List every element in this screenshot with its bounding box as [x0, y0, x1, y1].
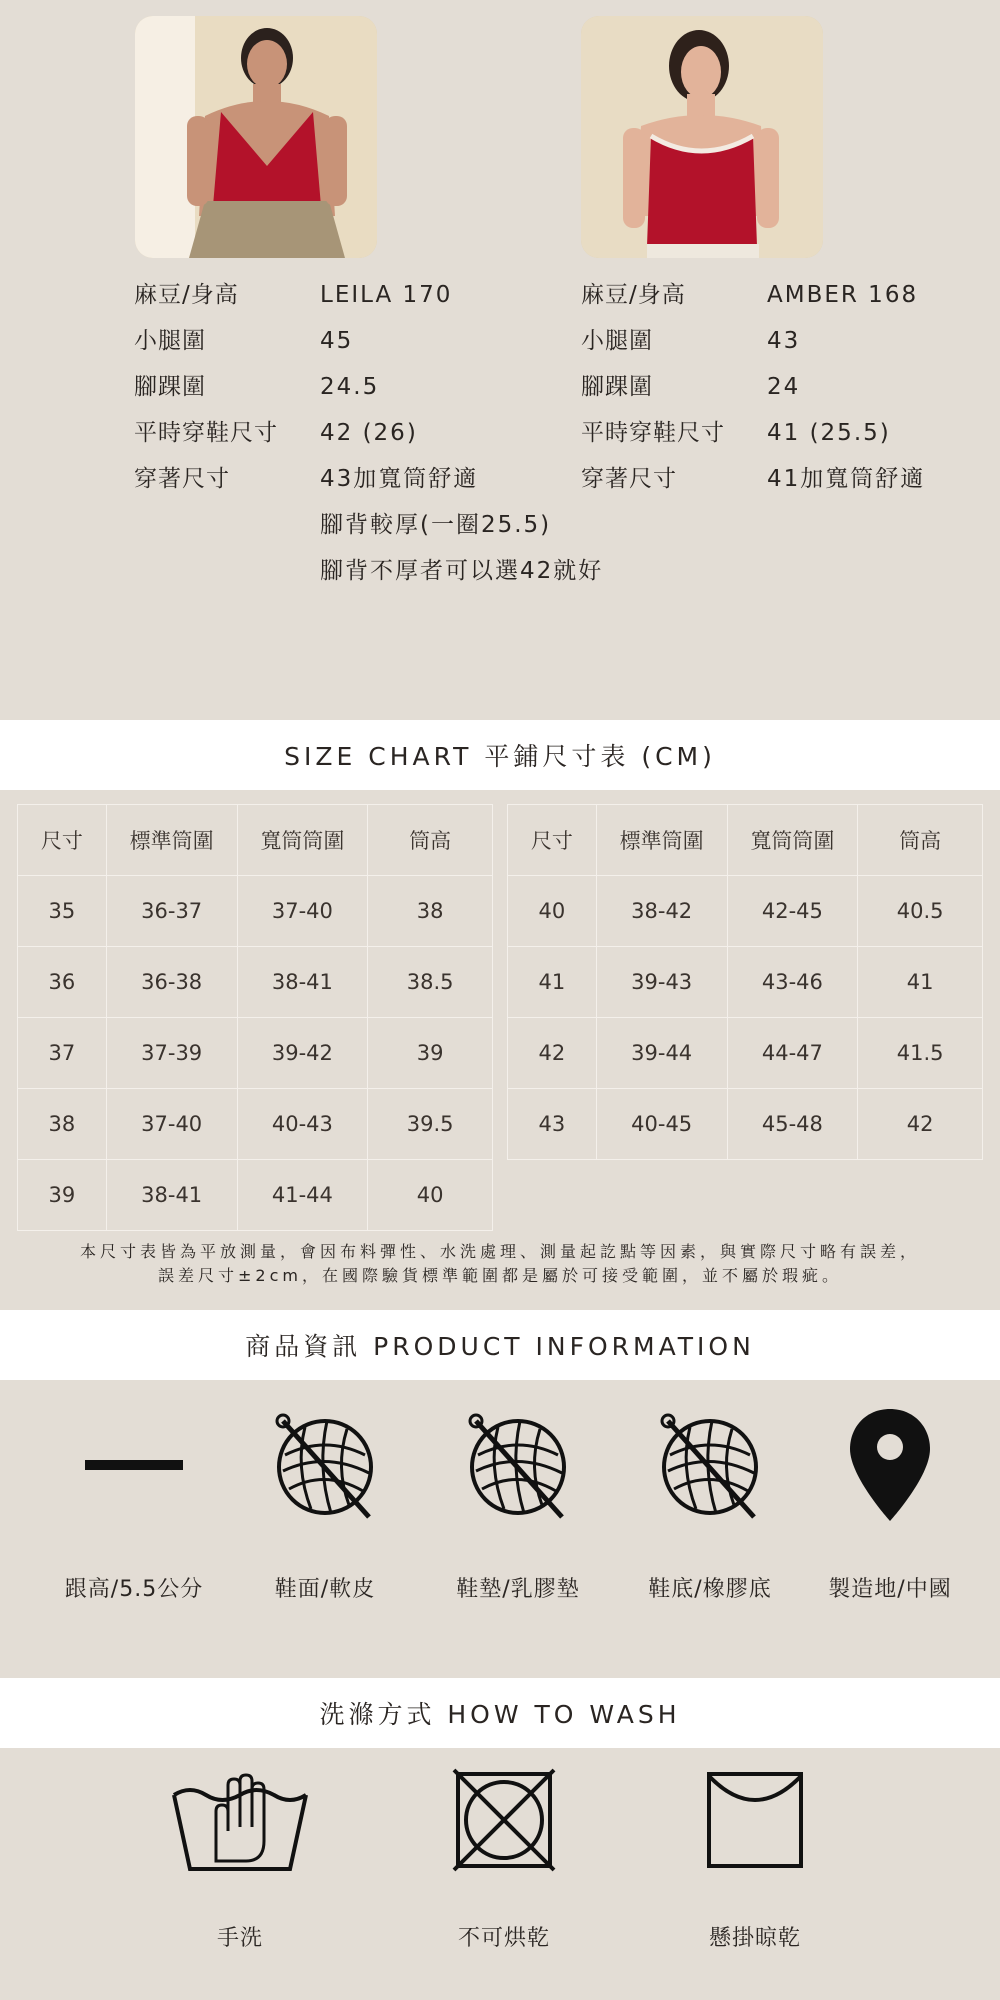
- size-note: [0, 1240, 1000, 1288]
- table-cell: 37: [18, 1018, 107, 1089]
- info-item-upper: [225, 1400, 425, 1603]
- spec-label: 腳踝圍: [134, 374, 206, 400]
- info-label: 鞋面/軟皮: [274, 1577, 376, 1602]
- spec-value: 24: [767, 374, 801, 400]
- table-cell: 39-44: [596, 1018, 727, 1089]
- table-cell: 39-43: [596, 947, 727, 1018]
- location-pin-icon: [848, 1405, 932, 1525]
- spec-value: 43加寬筒舒適: [320, 466, 479, 492]
- yarn-ball-icon: [458, 1405, 578, 1525]
- spec-label: 小腿圍: [581, 328, 653, 354]
- table-cell: 42: [508, 1018, 597, 1089]
- table-cell: 38.5: [368, 947, 493, 1018]
- table-cell: 39-42: [237, 1018, 368, 1089]
- spec-value: 腳背不厚者可以選42就好: [320, 558, 604, 584]
- column-header: 尺寸: [508, 805, 597, 876]
- info-item-sole: [610, 1400, 810, 1603]
- info-label: 鞋墊/乳膠墊: [456, 1577, 580, 1602]
- wash-title: 洗滌方式 HOW TO WASH: [0, 1678, 1000, 1748]
- spec-value: 45: [320, 328, 354, 354]
- table-row: [18, 1089, 493, 1160]
- table-header-row: [508, 805, 983, 876]
- table-cell: 38-41: [106, 1160, 237, 1231]
- table-cell: 41: [508, 947, 597, 1018]
- hand-wash-icon: [170, 1765, 310, 1875]
- yarn-ball-icon: [265, 1405, 385, 1525]
- model-photo-amber: [581, 16, 823, 258]
- table-row: [508, 876, 983, 947]
- table-row: [508, 947, 983, 1018]
- spec-label: 平時穿鞋尺寸: [581, 420, 725, 446]
- model-photo-amber-image: [581, 16, 823, 258]
- table-cell: 43-46: [727, 947, 858, 1018]
- table-cell: 44-47: [727, 1018, 858, 1089]
- info-item-origin: [790, 1400, 990, 1603]
- wash-label: 手洗: [216, 1926, 263, 1951]
- table-cell: 43: [508, 1089, 597, 1160]
- spec-value: LEILA 170: [320, 282, 453, 308]
- table-cell: 36: [18, 947, 107, 1018]
- column-header: 筒高: [368, 805, 493, 876]
- spec-label: 麻豆/身高: [581, 282, 686, 308]
- column-header: 寬筒筒圍: [727, 805, 858, 876]
- wash-item-line-dry: [645, 1765, 865, 1952]
- spec-label: 小腿圍: [134, 328, 206, 354]
- line-dry-icon: [703, 1768, 807, 1872]
- table-cell: 41-44: [237, 1160, 368, 1231]
- table-cell: 42-45: [727, 876, 858, 947]
- table-cell: 35: [18, 876, 107, 947]
- size-chart-title: SIZE CHART 平鋪尺寸表 (CM): [0, 720, 1000, 790]
- product-info-title: 商品資訊 PRODUCT INFORMATION: [0, 1310, 1000, 1380]
- table-cell: 40.5: [858, 876, 983, 947]
- table-row: [18, 1160, 493, 1231]
- spec-value: 42 (26): [320, 420, 418, 446]
- spec-label: 麻豆/身高: [134, 282, 239, 308]
- info-label: 製造地/中國: [828, 1577, 952, 1602]
- table-row: [508, 1018, 983, 1089]
- table-cell: 38: [18, 1089, 107, 1160]
- column-header: 標準筒圍: [596, 805, 727, 876]
- table-cell: 42: [858, 1089, 983, 1160]
- size-note-line: 誤差尺寸±2cm，在國際驗貨標準範圍都是屬於可接受範圍，並不屬於瑕疵。: [158, 1266, 842, 1285]
- column-header: 標準筒圍: [106, 805, 237, 876]
- table-cell: 41.5: [858, 1018, 983, 1089]
- table-cell: 38: [368, 876, 493, 947]
- spec-label: 腳踝圍: [581, 374, 653, 400]
- table-cell: 39.5: [368, 1089, 493, 1160]
- size-table-right: [507, 804, 983, 1160]
- column-header: 尺寸: [18, 805, 107, 876]
- spec-label: 穿著尺寸: [581, 466, 677, 492]
- info-label: 鞋底/橡膠底: [648, 1577, 772, 1602]
- table-cell: 41: [858, 947, 983, 1018]
- wash-item-no-tumble-dry: [394, 1765, 614, 1952]
- table-row: [18, 876, 493, 947]
- table-cell: 39: [368, 1018, 493, 1089]
- table-cell: 40: [508, 876, 597, 947]
- heel-line-icon: [79, 1455, 189, 1475]
- spec-value: AMBER 168: [767, 282, 919, 308]
- yarn-ball-icon: [650, 1405, 770, 1525]
- model-photo-leila-image: [135, 16, 377, 258]
- info-item-insole: [418, 1400, 618, 1603]
- table-cell: 40-45: [596, 1089, 727, 1160]
- model-photo-leila: [135, 16, 377, 258]
- spec-value: 41 (25.5): [767, 420, 891, 446]
- spec-value: 腳背較厚(一圈25.5): [320, 512, 552, 538]
- table-cell: 36-38: [106, 947, 237, 1018]
- table-cell: 37-39: [106, 1018, 237, 1089]
- table-cell: 37-40: [106, 1089, 237, 1160]
- table-row: [18, 1018, 493, 1089]
- table-cell: 40: [368, 1160, 493, 1231]
- spec-label: 平時穿鞋尺寸: [134, 420, 278, 446]
- wash-label: 不可烘乾: [457, 1926, 550, 1951]
- table-cell: 39: [18, 1160, 107, 1231]
- table-header-row: [18, 805, 493, 876]
- spec-value: 24.5: [320, 374, 380, 400]
- table-cell: 38-41: [237, 947, 368, 1018]
- wash-label: 懸掛晾乾: [708, 1926, 801, 1951]
- table-cell: 38-42: [596, 876, 727, 947]
- table-cell: 37-40: [237, 876, 368, 947]
- spec-value: 41加寬筒舒適: [767, 466, 926, 492]
- table-row: [508, 1089, 983, 1160]
- table-row: [18, 947, 493, 1018]
- table-cell: 40-43: [237, 1089, 368, 1160]
- spec-label: 穿著尺寸: [134, 466, 230, 492]
- size-note-line: 本尺寸表皆為平放測量，會因布料彈性、水洗處理、測量起訖點等因素，與實際尺寸略有誤差，: [79, 1242, 920, 1261]
- info-item-heel: [34, 1400, 234, 1603]
- table-cell: 36-37: [106, 876, 237, 947]
- column-header: 筒高: [858, 805, 983, 876]
- wash-item-hand: [130, 1765, 350, 1952]
- column-header: 寬筒筒圍: [237, 805, 368, 876]
- no-tumble-dry-icon: [452, 1768, 556, 1872]
- size-table-left: [17, 804, 493, 1231]
- table-cell: 45-48: [727, 1089, 858, 1160]
- spec-value: 43: [767, 328, 801, 354]
- info-label: 跟高/5.5公分: [64, 1577, 204, 1602]
